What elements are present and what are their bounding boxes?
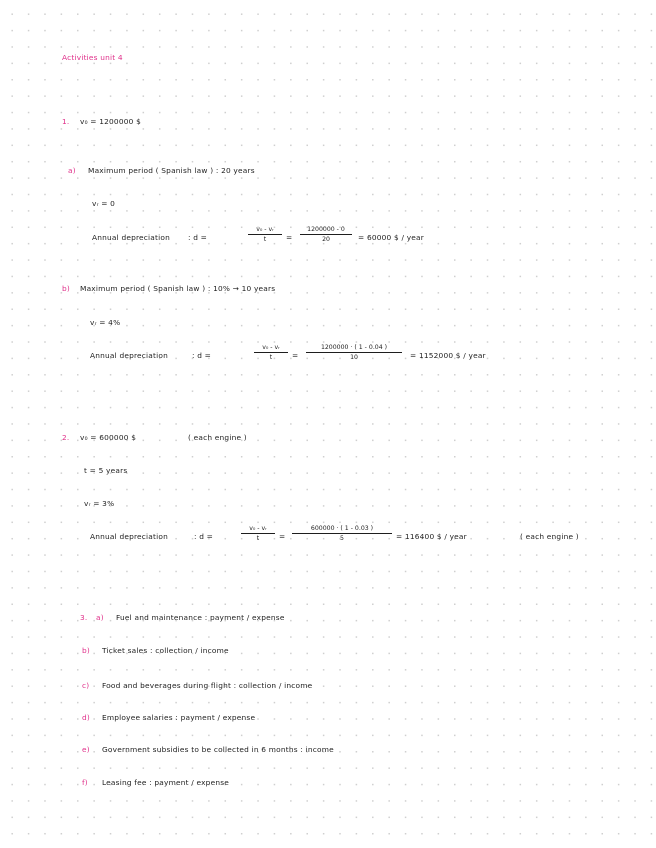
fraction-numerator: v₀ - vᵣ (262, 344, 280, 351)
question-3e-text: Government subsidies to be collected in 6 months : income (102, 745, 334, 754)
question-1a-annual-label: Annual depreciation (92, 233, 170, 242)
equals-sign: = (279, 532, 286, 541)
fraction-bar (241, 533, 275, 534)
question-1b-d-prefix: : d = (192, 351, 212, 360)
question-1b-value-fraction (306, 344, 402, 361)
fraction-bar (306, 352, 402, 353)
fraction-denominator: t (269, 354, 273, 361)
fraction-bar (292, 533, 392, 534)
fraction-denominator: 5 (340, 535, 344, 542)
fraction-numerator: v₀ - vᵣ (256, 226, 274, 233)
equals-sign: = (292, 351, 299, 360)
fraction-bar (254, 352, 288, 353)
equals-sign: = (286, 233, 293, 242)
fraction-denominator: t (263, 236, 267, 243)
question-1b-residual-value: vᵣ = 4% (90, 318, 121, 327)
question-3b-label: b) (82, 646, 90, 655)
question-3c-label: c) (82, 681, 90, 690)
question-3-number: 3. (80, 613, 88, 622)
question-3d-text: Employee salaries : payment / expense (102, 713, 256, 722)
question-1a-formula-fraction (248, 226, 282, 243)
fraction-denominator: t (256, 535, 260, 542)
fraction-numerator: v₀ - vᵣ (249, 525, 267, 532)
fraction-numerator: 1200000 - 0 (307, 226, 345, 233)
question-1-number: 1. (62, 117, 70, 126)
question-3b-text: Ticket sales : collection / income (102, 646, 229, 655)
question-2-d-prefix: : d = (194, 532, 214, 541)
question-3a-label: a) (96, 613, 104, 622)
fraction-numerator: 600000 · ( 1 - 0.03 ) (310, 525, 374, 532)
question-2-annual-label: Annual depreciation (90, 532, 168, 541)
question-3a-text: Fuel and maintenance : payment / expense (116, 613, 285, 622)
question-3d-label: d) (82, 713, 90, 722)
question-1a-result: = 60000 $ / year (358, 233, 424, 242)
question-1a-residual-value: vᵣ = 0 (92, 199, 116, 208)
fraction-numerator: 1200000 · ( 1 - 0.04 ) (320, 344, 388, 351)
fraction-denominator: 20 (322, 236, 330, 243)
question-2-initial-value: v₀ = 600000 $ (80, 433, 137, 442)
question-1a-heading: Maximum period ( Spanish law ) : 20 years (88, 166, 255, 175)
question-1-initial-value: v₀ = 1200000 $ (80, 117, 141, 126)
question-2-note: ( each engine ) (188, 433, 247, 442)
question-1b-result: = 1152000 $ / year (410, 351, 486, 360)
fraction-bar (248, 234, 282, 235)
question-1b-annual-label: Annual depreciation (90, 351, 168, 360)
question-1b-label: b) (62, 284, 70, 293)
question-2-result: = 116400 $ / year (396, 532, 467, 541)
question-3e-label: e) (82, 745, 90, 754)
question-1b-formula-fraction (254, 344, 288, 361)
question-2-time: t = 5 years (84, 466, 128, 475)
question-2-note-2: ( each engine ) (520, 532, 579, 541)
page-title: Activities unit 4 (62, 53, 123, 62)
fraction-denominator: 10 (350, 354, 358, 361)
question-2-number: 2. (62, 433, 70, 442)
question-1a-label: a) (68, 166, 76, 175)
question-1a-value-fraction (300, 226, 352, 243)
question-2-residual-value: vᵣ = 3% (84, 499, 115, 508)
fraction-bar (300, 234, 352, 235)
question-2-formula-fraction (241, 525, 275, 542)
question-3c-text: Food and beverages during flight : collection / income (102, 681, 313, 690)
question-1a-d-prefix: : d = (188, 233, 208, 242)
question-1b-heading: Maximum period ( Spanish law ) : 10% → 10 years (80, 284, 276, 293)
question-2-value-fraction (292, 525, 392, 542)
question-3f-text: Leasing fee : payment / expense (102, 778, 229, 787)
question-3f-label: f) (82, 778, 88, 787)
